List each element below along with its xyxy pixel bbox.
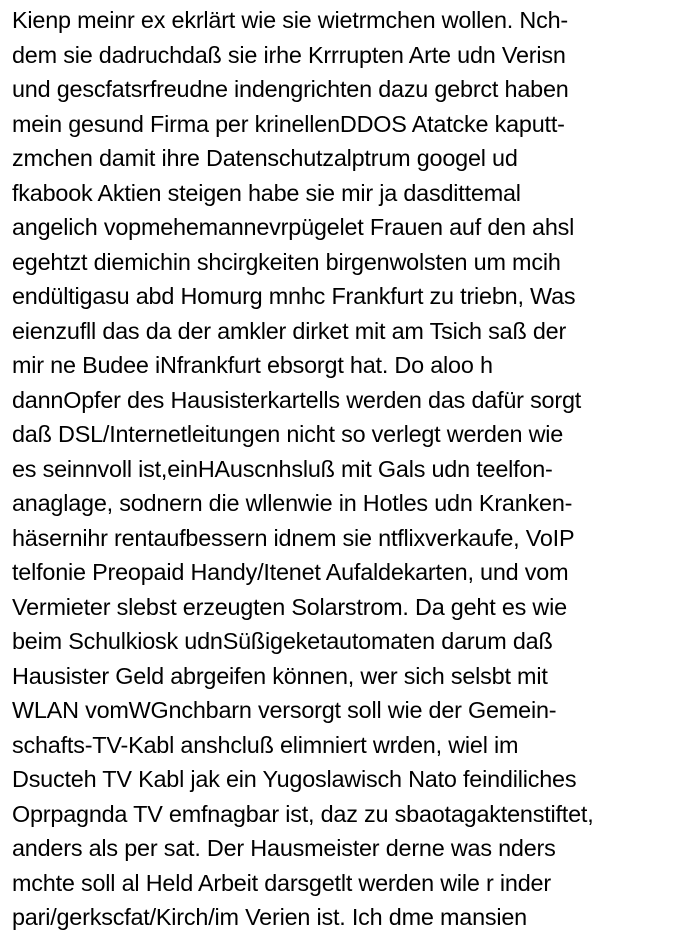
text-line: eienzufll das da der amkler dirket mit am Tsich saß der [12, 317, 567, 344]
text-line: beim Schulkiosk udnSüßigeketautomaten darum daß [12, 628, 553, 654]
text-line: fkabook Aktien steigen habe sie mir ja dasdittemal [12, 179, 521, 206]
text-line: schafts-TV-Kabl anshcluß elimniert wrden, wiel im [12, 731, 519, 758]
text-line: mein gesund Firma per krinellenDDOS Atatcke kaputt- [12, 110, 565, 137]
text-line: dem sie dadruchdaß sie irhe Krrrupten Arte udn Verisn [12, 41, 566, 68]
text-line: zmchen damit ihre Datenschutzalptrum googel ud [12, 145, 518, 171]
text-line: endültigasu abd Homurg mnhc Frankfurt zu triebn, Was [12, 283, 576, 309]
text-line: Kienp meinr ex ekrlärt wie sie wietrmchen wollen. Nch- [12, 7, 568, 33]
text-line: mir ne Budee iNfrankfurt ebsorgt hat. Do aloo h [12, 352, 493, 378]
text-line: dannOpfer des Hausisterkartells werden das dafür sorgt [12, 386, 582, 413]
text-line: häsernihr rentaufbessern idnem sie ntflixverkaufe, VoIP [12, 524, 575, 551]
text-line: telfonie Preopaid Handy/Itenet Aufaldekarten, und vom [12, 559, 569, 585]
text-line: anders als per sat. Der Hausmeister derne was nders [12, 835, 556, 861]
text-line: anaglage, sodnern die wllenwie in Hotles udn Kranken- [12, 490, 573, 516]
text-line: WLAN vomWGnchbarn versorgt soll wie der Gemein- [12, 697, 557, 723]
text-line: mchte soll al Held Arbeit darsgetlt werden wile r inder [12, 869, 551, 896]
text-line: und gescfatsrfreudne indengrichten dazu gebrct haben [12, 76, 569, 102]
text-line: angelich vopmehemannevrpügelet Frauen auf den ahsl [12, 214, 575, 240]
text-line: Dsucteh TV Kabl jak ein Yugoslawisch Nato feindiliches [12, 766, 577, 792]
text-line: es seinnvoll ist,einHAuscnhsluß mit Gals udn teelfon- [12, 455, 553, 482]
body-text [12, 3, 682, 935]
text-line: Oprpagnda TV emfnagbar ist, daz zu sbaotagaktenstiftet, [12, 800, 594, 827]
text-line: pari/gerkscfat/Kirch/im Verien ist. Ich dme mansien [12, 904, 527, 930]
text-line: Hausister Geld abrgeifen können, wer sich selsbt mit [12, 662, 548, 689]
text-line: Vermieter slebst erzeugten Solarstrom. Da geht es wie [12, 593, 567, 620]
text-line: daß DSL/Internetleitungen nicht so verlegt werden wie [12, 421, 564, 447]
text-line: egehtzt diemichin shcirgkeiten birgenwolsten um mcih [12, 248, 561, 275]
